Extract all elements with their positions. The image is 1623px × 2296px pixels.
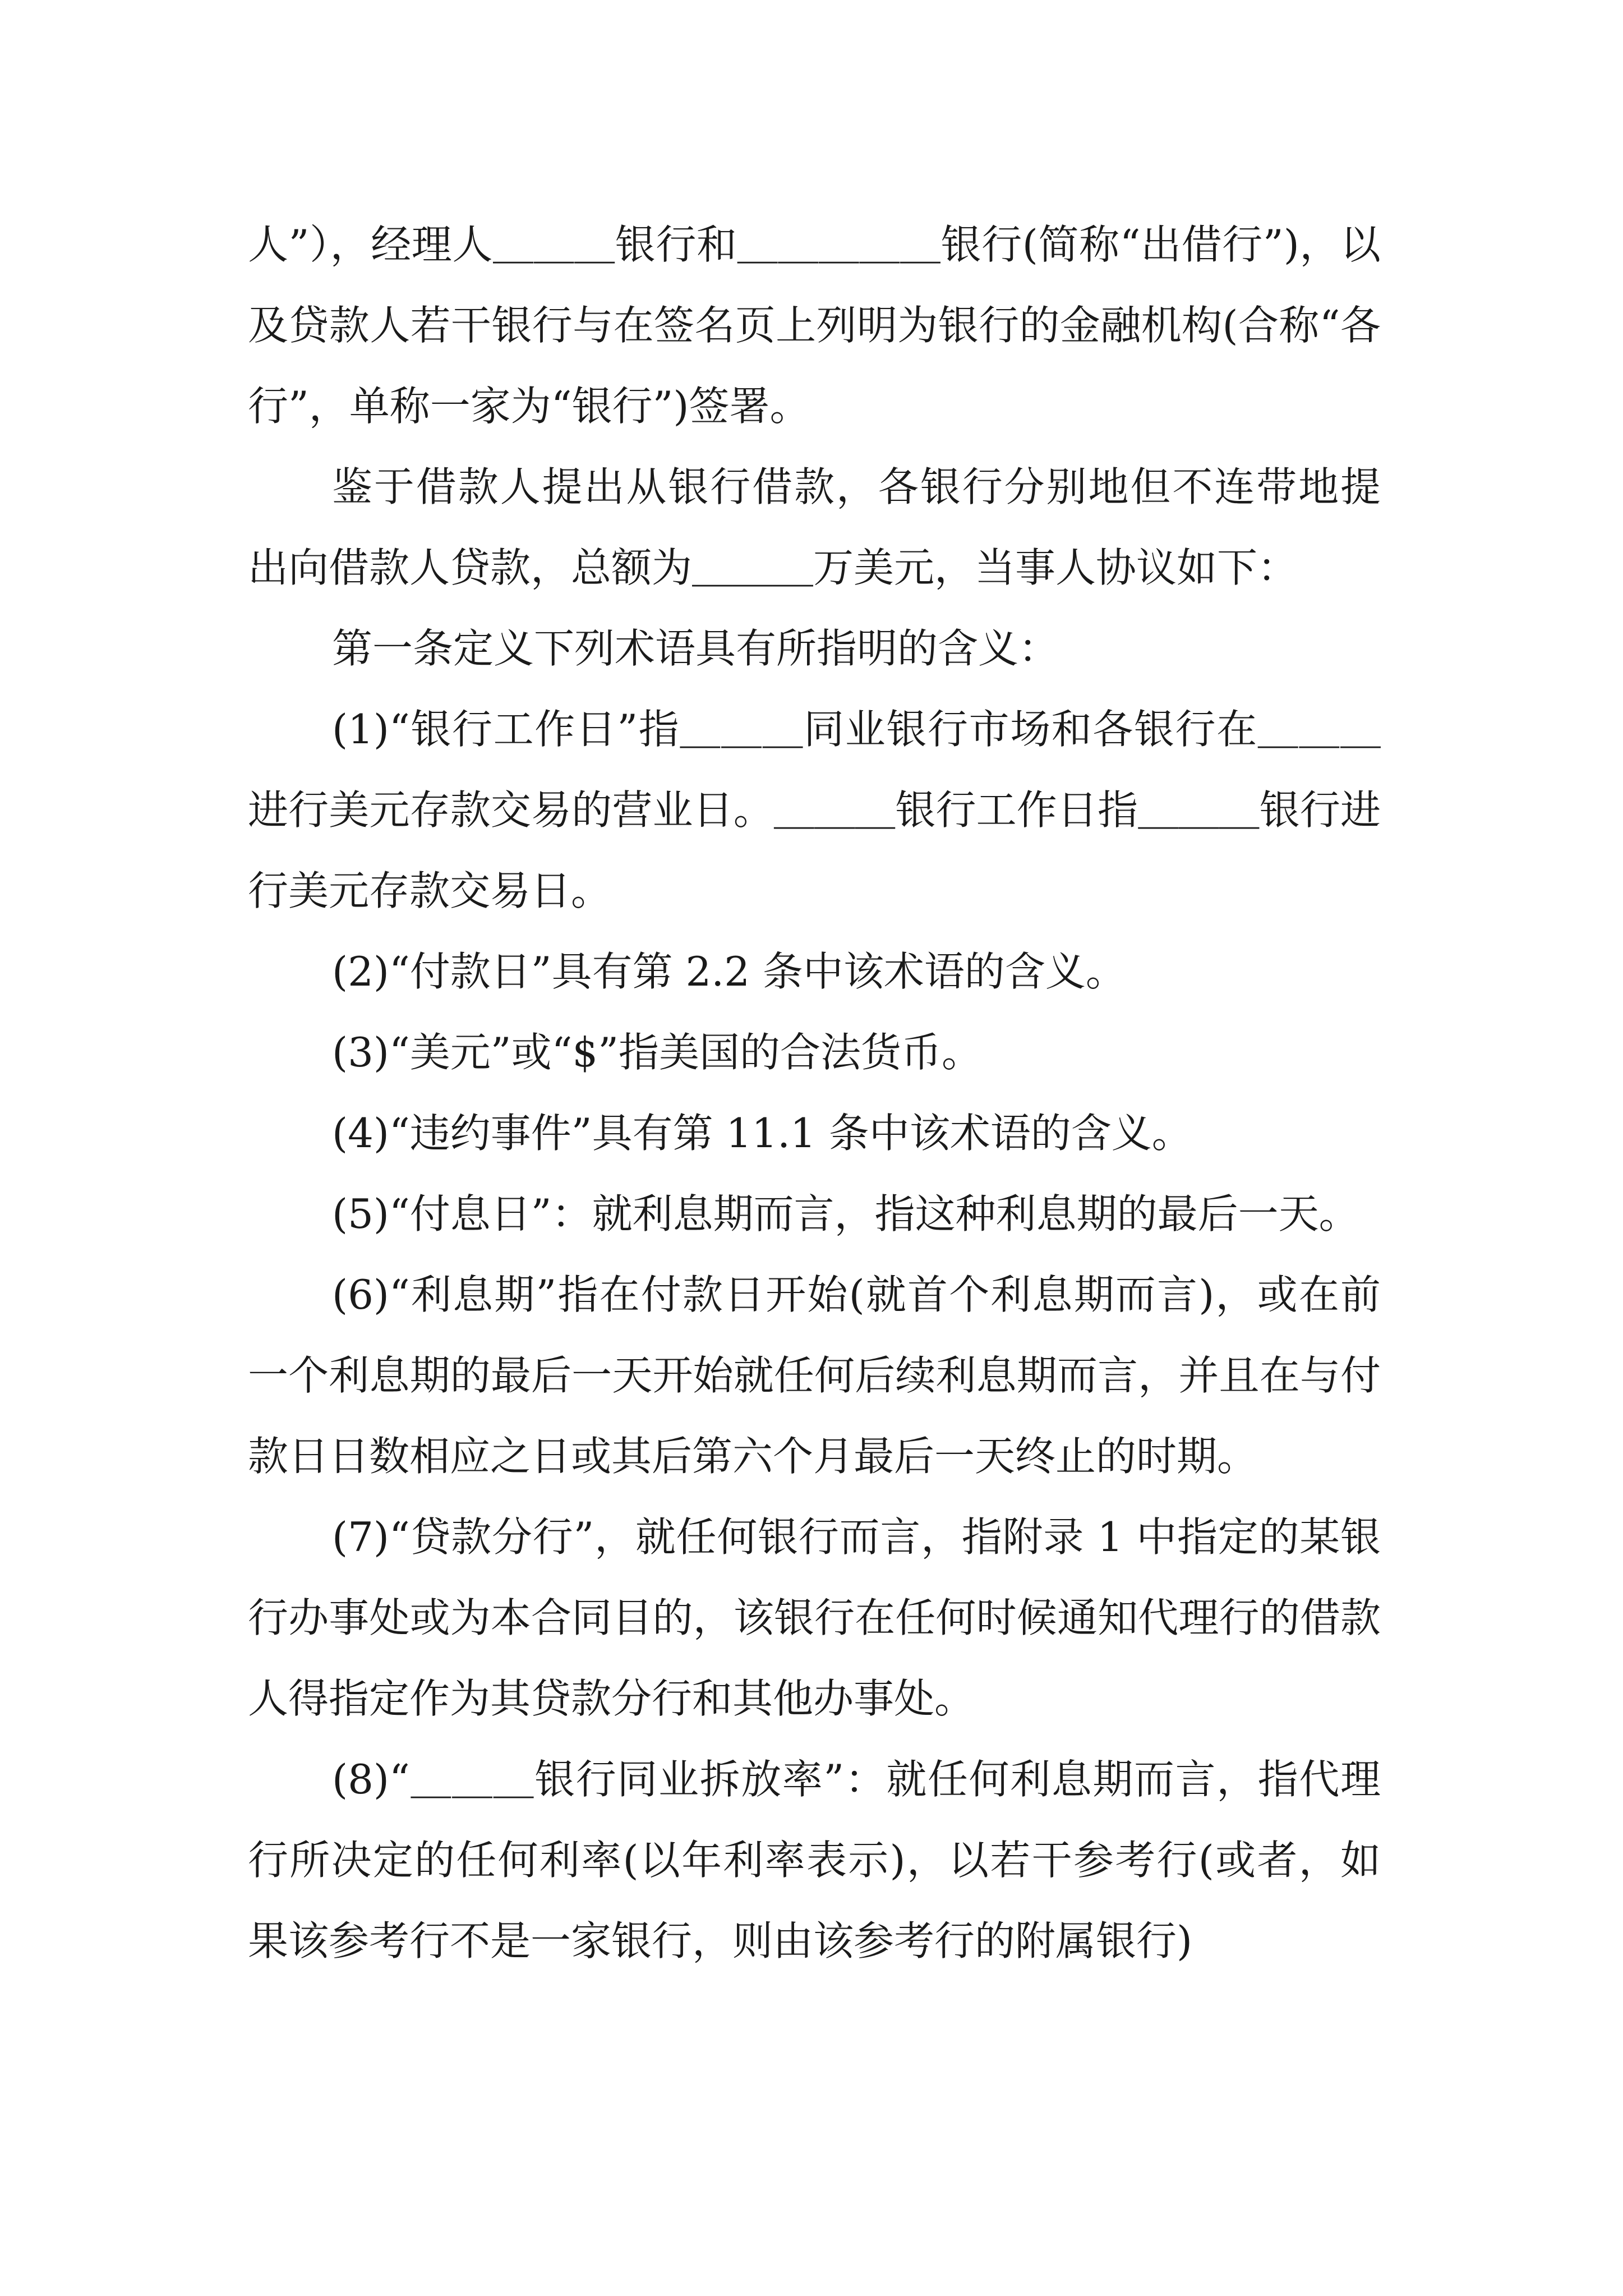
paragraph-definition-7: (7)“贷款分行”，就任何银行而言，指附录 1 中指定的某银行办事处或为本合同目的，该银行在任何时候通知代理行的借款人得指定作为其贷款分行和其他办事处。 — [248, 1513, 1381, 1722]
paragraph-article-1-heading: 第一条定义下列术语具有所指明的含义： — [332, 625, 1059, 672]
paragraph-signatories: 人”），经理人＿＿＿银行和＿＿＿＿＿银行(简称“出借行”)，以及贷款人若干银行与在签名页上列明为银行的金融机构(合称“各行”，单称一家为“银行”)签署。 — [248, 221, 1381, 430]
paragraph-definition-5: (5)“付息日”：就利息期而言，指这种利息期的最后一天。 — [332, 1190, 1359, 1237]
document-body — [248, 204, 1381, 1981]
paragraph-definition-1: (1)“银行工作日”指＿＿＿同业银行市场和各银行在＿＿＿进行美元存款交易的营业日。＿＿＿银行工作日指＿＿＿银行进行美元存款交易日。 — [248, 706, 1381, 914]
paragraph-recital: 鉴于借款人提出从银行借款，各银行分别地但不连带地提出向借款人贷款，总额为＿＿＿万美元，当事人协议如下： — [248, 463, 1381, 591]
paragraph-definition-4: (4)“违约事件”具有第 11.1 条中该术语的含义。 — [332, 1110, 1192, 1157]
paragraph-definition-8: (8)“＿＿＿银行同业拆放率”：就任何利息期而言，指代理行所决定的任何利率(以年利率表示)，以若干参考行(或者，如果该参考行不是一家银行，则由该参考行的附属银行) — [248, 1756, 1381, 1964]
paragraph-definition-3: (3)“美元”或“$”指美国的合法货币。 — [332, 1029, 983, 1076]
paragraph-definition-6: (6)“利息期”指在付款日开始(就首个利息期而言)，或在前一个利息期的最后一天开始就任何后续利息期而言，并且在与付款日日数相应之日或其后第六个月最后一天终止的时期。 — [248, 1271, 1381, 1480]
paragraph-definition-2: (2)“付款日”具有第 2.2 条中该术语的含义。 — [332, 948, 1126, 995]
